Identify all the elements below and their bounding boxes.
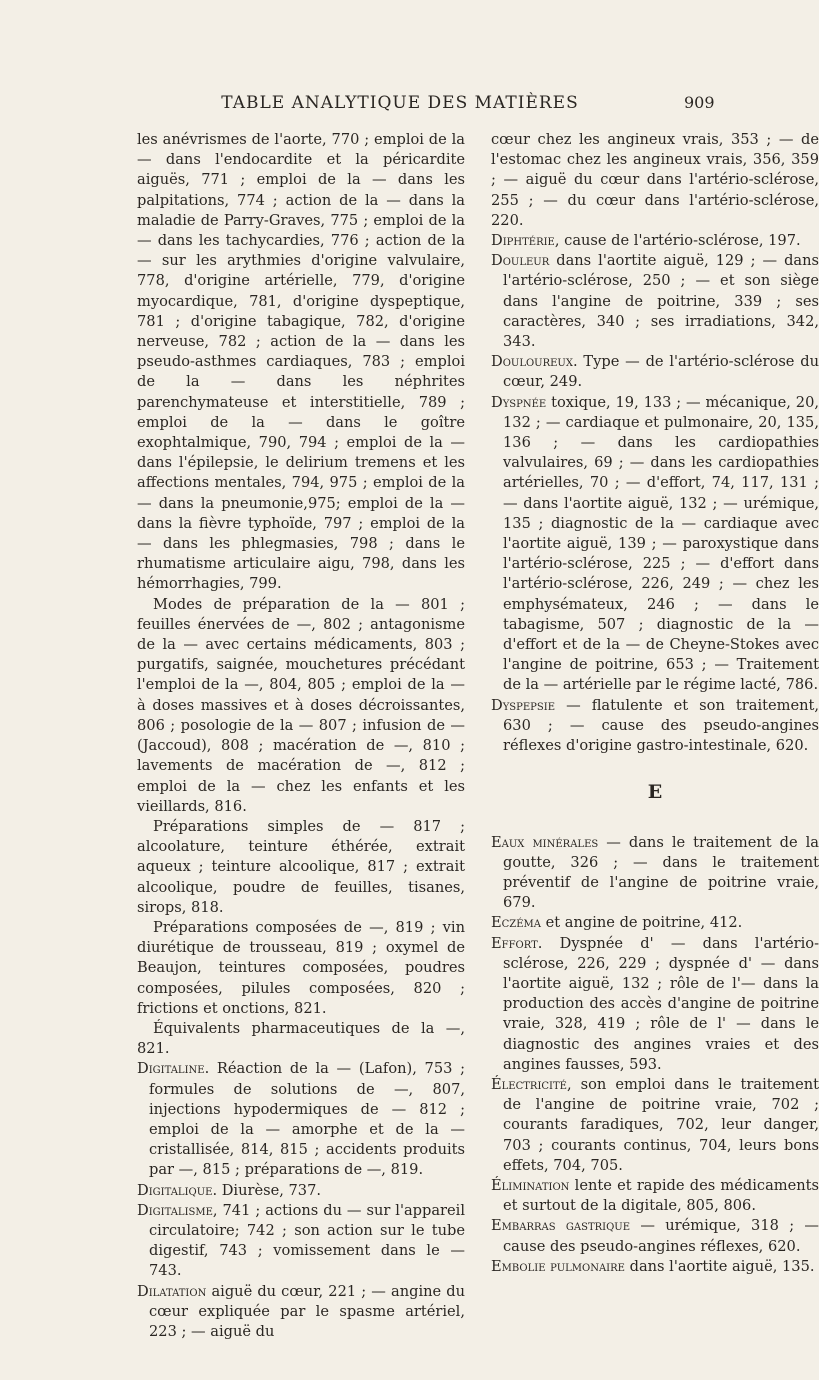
index-entry	[491, 352, 819, 392]
index-entry	[491, 1176, 819, 1216]
index-paragraph: Préparations composées de —, 819 ; vin diurétique de trousseau, 819 ; oxymel de Beaujon, teintures composées, poudres composées, pilules composées, 820 ; frictions et onctions, 821.	[137, 918, 465, 1017]
index-entry	[491, 251, 819, 352]
index-entry	[491, 913, 819, 933]
entry-heading: Eczéma	[491, 914, 542, 932]
entry-heading: Dyspnée	[491, 393, 547, 411]
entry-text: dans l'aortite aiguë, 129 ; — dans l'artério-sclérose, 250 ; — et son siège dans l'angine de poitrine, 339 ; ses caractères, 340 ; ses irradiations, 342, 343.	[503, 252, 819, 351]
index-entry	[491, 1216, 819, 1256]
running-title: TABLE ANALYTIQUE DES MATIÈRES	[221, 93, 579, 113]
entry-heading: Élimination	[491, 1176, 570, 1194]
entry-text: Dyspnée d' — dans l'artério-sclérose, 226, 229 ; dyspnée d' — dans l'aortite aiguë, 132 ; rôle de l'— dans la production des accès d'angine de poitrine vraie, 328, 419 ; rôle de l' — dans le diagnostic des angines vraies et des angines fausses, 593.	[503, 934, 819, 1073]
entry-text: aiguë du cœur, 221 ; — angine du cœur expliquée par le spasme artériel, 223 ; — aiguë du	[149, 1282, 466, 1340]
index-paragraph: Modes de préparation de la — 801 ; feuilles énervées de —, 802 ; antagonisme de la — avec certains médicaments, 803 ; purgatifs, saignée, mouchetures précédant l'emploi de la —, 804, 805 ; emploi de la — à doses massives et à doses décroissantes, 806 ; posologie de la — 807 ; infusion de — (Jaccoud), 808 ; macération de —, 810 ; lavements de macération de —, 812 ; emploi de la — chez les enfants et les vieillards, 816.	[137, 595, 465, 815]
entry-text: Diurèse, 737.	[221, 1181, 322, 1199]
entry-text: — urémique, 318 ; — cause des pseudo-angines réflexes, 620.	[503, 1217, 819, 1255]
index-entry	[491, 231, 819, 251]
entry-text: Type — de l'artério-sclérose du cœur, 249.	[503, 353, 819, 391]
entry-text: toxique, 19, 133 ; — mécanique, 20, 132 ; — cardiaque et pulmonaire, 20, 135, 136 ; — dans les cardiopathies valvulaires, 69 ; — dans les cardiopathies artérielles, 70 ; — d'effort, 74, 117, 131 ; — dans l'aortite aiguë, 132 ; — urémique, 135 ; diagnostic de la — cardiaque avec l'aortite aiguë, 139 ; — paroxystique dans l'artério-sclérose, 225 ; — d'effort dans l'artério-sclérose, 226, 249 ; — chez les emphysémateux, 246 ; — dans le tabagisme, 507 ; diagnostic de la — d'effort et de la — de Cheyne-Stokes avec l'angine de poitrine, 653 ; — Traitement de la — artérielle par le régime lacté, 786.	[503, 393, 819, 694]
index-entry	[491, 1075, 819, 1176]
entry-heading: Digitalisme,	[137, 1201, 218, 1219]
index-entry	[491, 833, 819, 914]
entry-heading: Douloureux.	[491, 353, 578, 371]
entry-heading: Douleur	[491, 252, 550, 270]
index-paragraph: les anévrismes de l'aorte, 770 ; emploi de la — dans l'endocardite et la péricardite aiguës, 771 ; emploi de la — dans les palpitations, 774 ; action de la — dans la maladie de Parry-Graves, 775 ; emploi de la — dans les tachycardies, 776 ; action de la — sur les arythmies d'origine valvulaire, 778, d'origine artérielle, 779, d'origine myocardique, 781, d'origine dyspeptique, 781 ; d'origine tabagique, 782, d'origine nerveuse, 782 ; action de la — dans les pseudo-asthmes cardiaques, 783 ; emploi de la — dans les néphrites parenchymateuse et interstitielle, 789 ; emploi de la — dans le goître exophtalmique, 790, 794 ; emploi de la — dans l'épilepsie, le delirium tremens et les affections mentales, 794, 975 ; emploi de la — dans la pneumonie,975; emploi de la — dans la fièvre typhoïde, 797 ; emploi de la — dans les phlegmasies, 798 ; dans le rhumatisme articulaire aigu, 798, dans les hémorrhagies, 799.	[137, 131, 465, 593]
entry-text: lente et rapide des médicaments et surtout de la digitale, 805, 806.	[503, 1176, 819, 1215]
index-entry	[137, 1181, 465, 1201]
entry-heading: Dyspepsie	[491, 696, 556, 714]
entry-heading: Embolie pulmonaire	[491, 1257, 625, 1275]
entry-text: 741 ; actions du — sur l'appareil circulatoire; 742 ; son action sur le tube digestif, 743 ; vomissement dans le — 743.	[149, 1201, 465, 1280]
index-paragraph: cœur chez les angineux vrais, 353 ; — de l'estomac chez les angineux vrais, 356, 359 ; — aiguë du cœur dans l'artério-sclérose, 255 ; — du cœur dans l'artério-sclérose, 220.	[491, 131, 819, 229]
entry-heading: Eaux minérales	[491, 833, 599, 851]
left-column	[137, 130, 465, 1342]
right-column	[491, 130, 819, 1277]
index-paragraph: Préparations simples de — 817 ; alcoolature, teinture éthérée, extrait aqueux ; teinture alcoolique, 817 ; extrait alcoolique, poudre de feuilles, tisanes, sirops, 818.	[137, 817, 465, 916]
section-letter-heading: E	[647, 781, 663, 804]
entry-text: et angine de poitrine, 412.	[545, 914, 743, 932]
index-paragraph: Équivalents pharmaceutiques de la —, 821.	[137, 1019, 465, 1058]
entry-text: — dans le traitement de la goutte, 326 ; — dans le traitement préventif de l'angine de poitrine vraie, 679.	[503, 833, 819, 912]
entry-heading: Embarras gastrique	[491, 1217, 631, 1235]
entry-text: Réaction de la — (Lafon), 753 ; formules de solutions de —, 807, injections hypodermiques de — 812 ; emploi de la — amorphe et de la — cristallisée, 814, 815 ; accidents produits par —, 815 ; préparations de —, 819.	[149, 1060, 465, 1179]
page-number: 909	[684, 93, 715, 112]
index-entry	[137, 1201, 465, 1282]
entry-heading: Dilatation	[137, 1282, 207, 1300]
entry-heading: Effort.	[491, 934, 543, 952]
index-entry	[491, 393, 819, 696]
index-entry	[491, 696, 819, 757]
entry-text: dans l'aortite aiguë, 135.	[629, 1257, 815, 1275]
index-entry	[137, 1059, 465, 1180]
index-entry	[137, 1282, 465, 1343]
entry-heading: Électricité,	[491, 1075, 572, 1093]
entry-text: cause de l'artério-sclérose, 197.	[564, 232, 801, 250]
entry-text: son emploi dans le traitement de l'angine de poitrine vraie, 702 ; courants faradiques, 702, leur danger, 703 ; courants continus, 704, leurs bons effets, 704, 705.	[503, 1075, 819, 1174]
entry-heading: Diphtérie,	[491, 232, 560, 250]
index-entry	[491, 1257, 819, 1277]
index-entry	[491, 934, 819, 1075]
entry-heading: Digitaline.	[137, 1060, 210, 1078]
entry-heading: Digitalique.	[137, 1181, 218, 1199]
entry-text: — flatulente et son traitement, 630 ; — cause des pseudo-angines réflexes d'origine gastro-intestinale, 620.	[503, 696, 819, 755]
